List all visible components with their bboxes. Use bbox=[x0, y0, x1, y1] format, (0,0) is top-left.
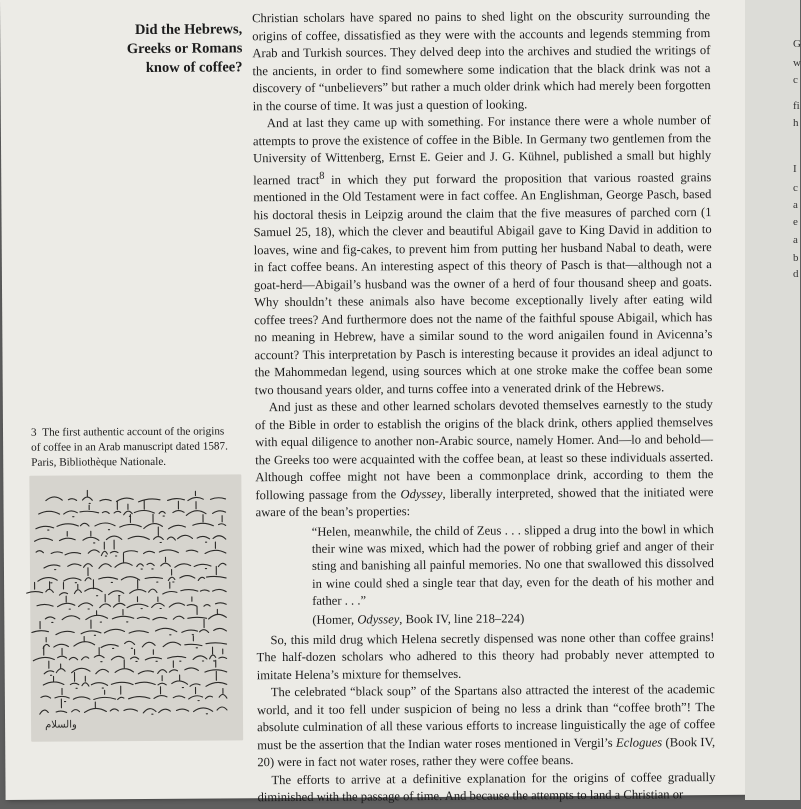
fragment: b bbox=[793, 252, 799, 264]
fragment: a bbox=[793, 234, 798, 246]
paragraph-2 bbox=[253, 112, 713, 399]
arabic-manuscript-image bbox=[29, 474, 243, 741]
fragment: c bbox=[793, 74, 798, 86]
citation-start: (Homer, bbox=[312, 612, 358, 628]
paragraph-3-start: And just as these and other learned scholars devoted themselves earnestly to the study of the Bible in order to establish the origins of the black drink, others applied themselves with equal diligence to another non-Arabic source, namely Homer. And—lo and behold—the Greeks too were acquainted with the coffee bean, at least so these individuals asserted. Although coffee might not have been a commonplace drink, according to them the following passage from the bbox=[254, 397, 714, 502]
arabic-manuscript-icon bbox=[29, 474, 243, 741]
manuscript-script-line bbox=[43, 636, 226, 649]
heading-line-2: Greeks or Romans bbox=[126, 40, 243, 58]
margin-heading bbox=[120, 20, 242, 78]
manuscript-script-line bbox=[36, 514, 226, 530]
paragraph-2-end: in which they put forward the proposition that various roasted grains mentioned in the Old Testament were in fact coffee. An Englishman, George Pasch, based his doctoral thesis in Leipzig around the claim that the five measures of parched corn (1 Samuel 25, 18), which the clever and beautiful Abigail gave to King David in addition to loaves, wine and fig-cakes, to prevent him from putting her husband Nabal to death, were in fact coffee beans. An interesting aspect of this theory of Pasch is that—although not a goat-herd—Abigail’s husband was the owner of a herd of four thousand sheep and goats. Why shouldn’t these animals also have become exceptionally lively after eating wild coffee trees? And furthermore does not the name of the faithful spouse Abigail, which has no meaning in Hebrew, have a similar sound to the word anigailen found in Avicenna’s account? This interpretation by Pasch is interesting because it provides an ideal adjunct to the Mahommedan legend, using sources which at one stroke make the coffee bean some two thousand years older, and turns coffee into a venerated drink of the Hebrews. bbox=[253, 169, 713, 397]
manuscript-script-line bbox=[43, 671, 227, 688]
citation-title: Odyssey bbox=[357, 612, 400, 627]
heading-line-1: Did the Hebrews, bbox=[134, 21, 243, 39]
manuscript-script-line bbox=[39, 500, 226, 517]
manuscript-script-line bbox=[41, 685, 227, 701]
eclogues-title: Eclogues bbox=[615, 735, 663, 750]
fragment: w bbox=[793, 57, 801, 69]
odyssey-title: Odyssey bbox=[400, 486, 443, 501]
fragment: a bbox=[793, 199, 798, 211]
manuscript-script-line bbox=[37, 594, 226, 610]
caption-text: The first authentic account of the origins of coffee in an Arab manuscript dated 1587. Paris, Bibliothèque Nationale. bbox=[31, 425, 228, 469]
manuscript-script-line bbox=[45, 606, 226, 622]
paragraph-1: Christian scholars have spared no pains to shed light on the obscurity surrounding the origins of coffee, dissatisfied as they were with the accounts and legends stemming from Arab and Turkish sources. They delved deep into the archives and studied the writings of the ancients, in order to find somewhere some indication that the black drink was not a discovery of “unbelievers” but rather a much older drink which had merely been forgotten in the course of time. It was just a question of looking. bbox=[252, 8, 711, 113]
body-text bbox=[252, 7, 716, 807]
fragment: fi bbox=[793, 100, 800, 112]
figure-caption bbox=[31, 424, 236, 470]
paragraph-2-start: And at last they came up with something. For instance there were a whole number of attempts to prove the existence of coffee in the Bible. In Germany two gentlemen from the University of Wittenberg, Ernst E. Geier and J. G. Kühnel, published a small but highly learned tract bbox=[252, 113, 712, 187]
caption-number: 3 bbox=[30, 426, 37, 439]
fragment: I bbox=[793, 163, 797, 175]
manuscript-script-line bbox=[34, 527, 225, 544]
heading-line-3: know of coffee? bbox=[145, 59, 243, 76]
paragraph-3 bbox=[255, 396, 714, 522]
adjacent-page-edge bbox=[745, 0, 800, 800]
paragraph-5-end: (Book IV, 20) were in fact not water roses, rather they were coffee beans. bbox=[257, 734, 716, 770]
manuscript-script-line bbox=[46, 489, 226, 503]
citation-end: , Book IV, line 218–224) bbox=[399, 611, 525, 627]
manuscript-signature: والسلام bbox=[45, 719, 77, 731]
manuscript-script-line bbox=[27, 579, 227, 596]
homer-quote: “Helen, meanwhile, the child of Zeus . . . slipped a drug into the bowl in which their wine was mixed, which had the power of robbing grief and anger of their sting and banishing all painful memories. No one that swallowed this dissolved in wine could shed a single tear that day, even for the death of his mother and father . . .” bbox=[311, 521, 715, 608]
fragment: G bbox=[793, 38, 801, 50]
paragraph-4: So, this mild drug which Helena secretly dispensed was none other than coffee grains! The half-dozen scholars who adhered to this theory had probably never attempted to imitate Helena’s mixture for themselves. bbox=[256, 629, 715, 682]
fragment: c bbox=[793, 182, 798, 194]
paragraph-6: The efforts to arrive at a definitive explanation for the origins of coffee gradually diminished with the passage of time. And because the attempts to land a Christian or bbox=[257, 769, 716, 805]
fragment: d bbox=[793, 268, 799, 280]
paragraph-5 bbox=[257, 681, 716, 772]
paragraph-3-end: , liberally interpreted, showed that the initiated were aware of the bean’s properties: bbox=[255, 484, 714, 520]
manuscript-script-line bbox=[44, 553, 226, 570]
footnote-marker: 8 bbox=[319, 170, 325, 182]
quote-citation bbox=[312, 609, 714, 629]
paragraph-5-start: The celebrated “black soup” of the Spartans also attracted the interest of the academic world, and it too fell under suspicion of being no less a drink than “coffee broth”! The absolute culmination of all these various efforts to increase linguistically the age of coffee must be the assertion that the Indian water roses mentioned in Vergil’s bbox=[256, 682, 716, 752]
manuscript-script-line bbox=[32, 619, 227, 636]
fragment: h bbox=[793, 117, 799, 129]
fragment: e bbox=[793, 216, 798, 228]
manuscript-script-line bbox=[38, 566, 226, 583]
manuscript-script-line bbox=[36, 539, 226, 556]
